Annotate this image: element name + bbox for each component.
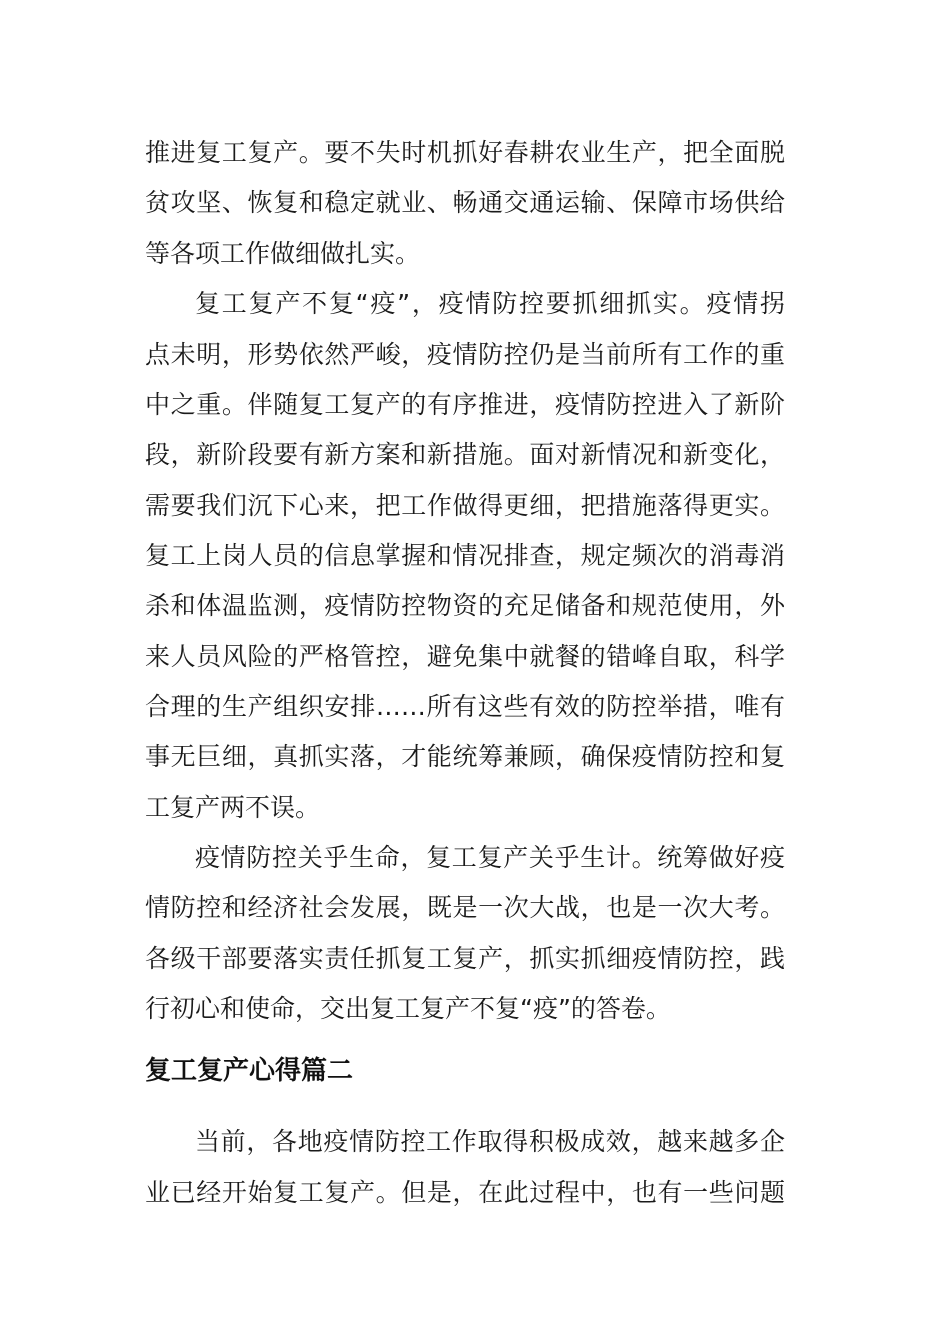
paragraph-line: 情防控和经济社会发展，既是一次大战，也是一次大考。 [145,893,785,922]
paragraph-line: 各级干部要落实责任抓复工复产，抓实抓细疫情防控，践 [145,944,785,973]
paragraph-line: 复工上岗人员的信息掌握和情况排查，规定频次的消毒消 [145,541,785,570]
paragraph-line: 中之重。伴随复工复产的有序推进，疫情防控进入了新阶 [145,390,785,419]
paragraph-line: 行初心和使命，交出复工复产不复“疫”的答卷。 [145,994,671,1023]
paragraph-line: 合理的生产组织安排……所有这些有效的防控举措，唯有 [145,692,785,721]
paragraph-line: 推进复工复产。要不失时机抓好春耕农业生产，把全面脱 [145,138,785,167]
paragraph-line: 等各项工作做细做扎实。 [145,239,421,268]
paragraph-line: 需要我们沉下心来，把工作做得更细，把措施落得更实。 [145,491,785,520]
paragraph-line: 当前，各地疫情防控工作取得积极成效，越来越多企 [195,1127,785,1156]
paragraph-line: 杀和体温监测，疫情防控物资的充足储备和规范使用，外 [145,591,785,620]
paragraph-line: 事无巨细，真抓实落，才能统筹兼顾，确保疫情防控和复 [145,742,785,771]
paragraph-line: 来人员风险的严格管控，避免集中就餐的错峰自取，科学 [145,642,785,671]
paragraph-line: 疫情防控关乎生命，复工复产关乎生计。统筹做好疫 [195,843,785,872]
paragraph-line: 工复产两不误。 [145,793,321,822]
paragraph-line: 段，新阶段要有新方案和新措施。面对新情况和新变化， [145,440,785,469]
paragraph-line: 复工复产不复“疫”，疫情防控要抓细抓实。疫情拐 [195,289,785,318]
section-heading: 复工复产心得篇二 [145,1056,354,1086]
paragraph-line: 业已经开始复工复产。但是，在此过程中，也有一些问题 [145,1178,785,1207]
paragraph-line: 贫攻坚、恢复和稳定就业、畅通交通运输、保障市场供给 [145,188,785,217]
paragraph-line: 点未明，形势依然严峻，疫情防控仍是当前所有工作的重 [145,340,785,369]
